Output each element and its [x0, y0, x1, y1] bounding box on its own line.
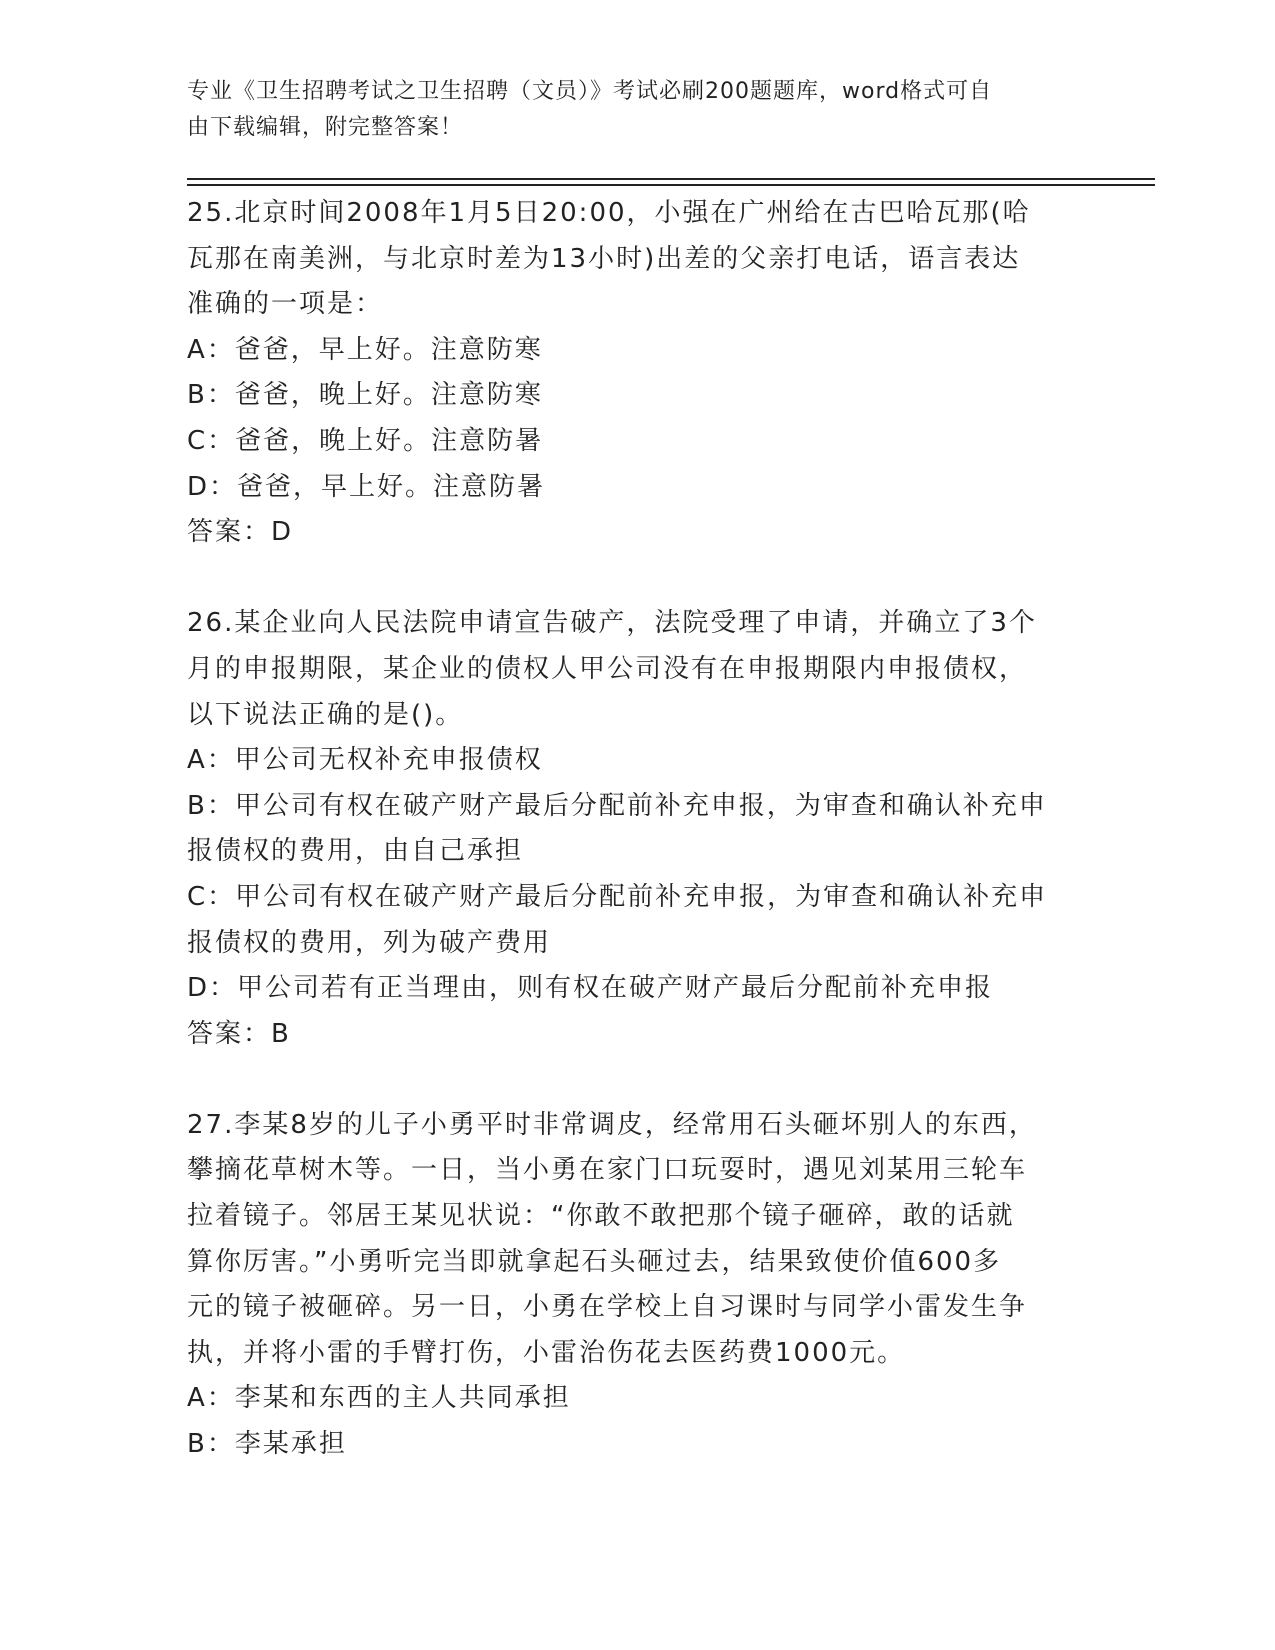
question-stem-line: 月的申报期限，某企业的债权人甲公司没有在申报期限内申报债权，	[187, 653, 1028, 684]
question-stem-line: 执，并将小雷的手臂打伤，小雷治伤花去医药费1000元。	[187, 1337, 906, 1368]
option-b: B：李某承担	[187, 1429, 347, 1460]
question-26	[187, 601, 1087, 1057]
option-a: A：李某和东西的主人共同承担	[187, 1383, 571, 1414]
option-a: A：甲公司无权补充申报债权	[187, 745, 543, 776]
option-b: B：爸爸，晚上好。注意防寒	[187, 380, 543, 411]
option-a: A：爸爸，早上好。注意防寒	[187, 334, 543, 365]
question-stem-line: 元的镜子被砸碎。另一日，小勇在学校上自习课时与同学小雷发生争	[187, 1292, 1028, 1323]
question-spacer	[187, 556, 1087, 602]
question-27	[187, 1103, 1087, 1468]
option-d: D：甲公司若有正当理由，则有权在破产财产最后分配前补充申报	[187, 973, 994, 1004]
document-header	[187, 74, 1067, 146]
question-stem-line: 25.北京时间2008年1月5日20:00，小强在广州给在古巴哈瓦那(哈	[187, 198, 1031, 228]
header-divider-bottom	[187, 184, 1155, 186]
answer-label: 答案：B	[187, 1018, 291, 1049]
header-line: 专业《卫生招聘考试之卫生招聘（文员）》考试必刷200题题库，word格式可自	[187, 79, 993, 104]
option-c: C：爸爸，晚上好。注意防暑	[187, 425, 544, 456]
header-line: 由下载编辑，附完整答案！	[187, 115, 464, 140]
option-b: B：甲公司有权在破产财产最后分配前补充申报，为审查和确认补充申	[187, 790, 1047, 821]
question-stem-line: 拉着镜子。邻居王某见状说：“你敢不敢把那个镜子砸碎，敢的话就	[187, 1201, 1015, 1232]
answer-label: 答案：D	[187, 517, 294, 548]
question-spacer	[187, 1057, 1087, 1103]
option-b-continued: 报债权的费用，由自己承担	[187, 836, 524, 867]
question-25	[187, 191, 1087, 556]
question-stem-line: 27.李某8岁的儿子小勇平时非常调皮，经常用石头砸坏别人的东西，	[187, 1109, 1037, 1140]
question-stem-line: 算你厉害。”小勇听完当即就拿起石头砸过去，结果致使价值600多	[187, 1246, 1002, 1277]
question-stem-line: 瓦那在南美洲，与北京时差为13小时)出差的父亲打电话，语言表达	[187, 243, 1021, 274]
header-divider-top	[187, 178, 1155, 180]
question-list	[187, 191, 1087, 1468]
option-c: C：甲公司有权在破产财产最后分配前补充申报，为审查和确认补充申	[187, 881, 1048, 912]
option-d: D：爸爸，早上好。注意防暑	[187, 471, 546, 502]
question-stem-line: 26.某企业向人民法院申请宣告破产，法院受理了申请，并确立了3个	[187, 608, 1037, 639]
question-stem-line: 攀摘花草树木等。一日，当小勇在家门口玩耍时，遇见刘某用三轮车	[187, 1155, 1028, 1186]
option-c-continued: 报债权的费用，列为破产费用	[187, 927, 552, 958]
question-stem-line: 以下说法正确的是()。	[187, 699, 464, 730]
question-stem-line: 准确的一项是：	[187, 289, 384, 320]
